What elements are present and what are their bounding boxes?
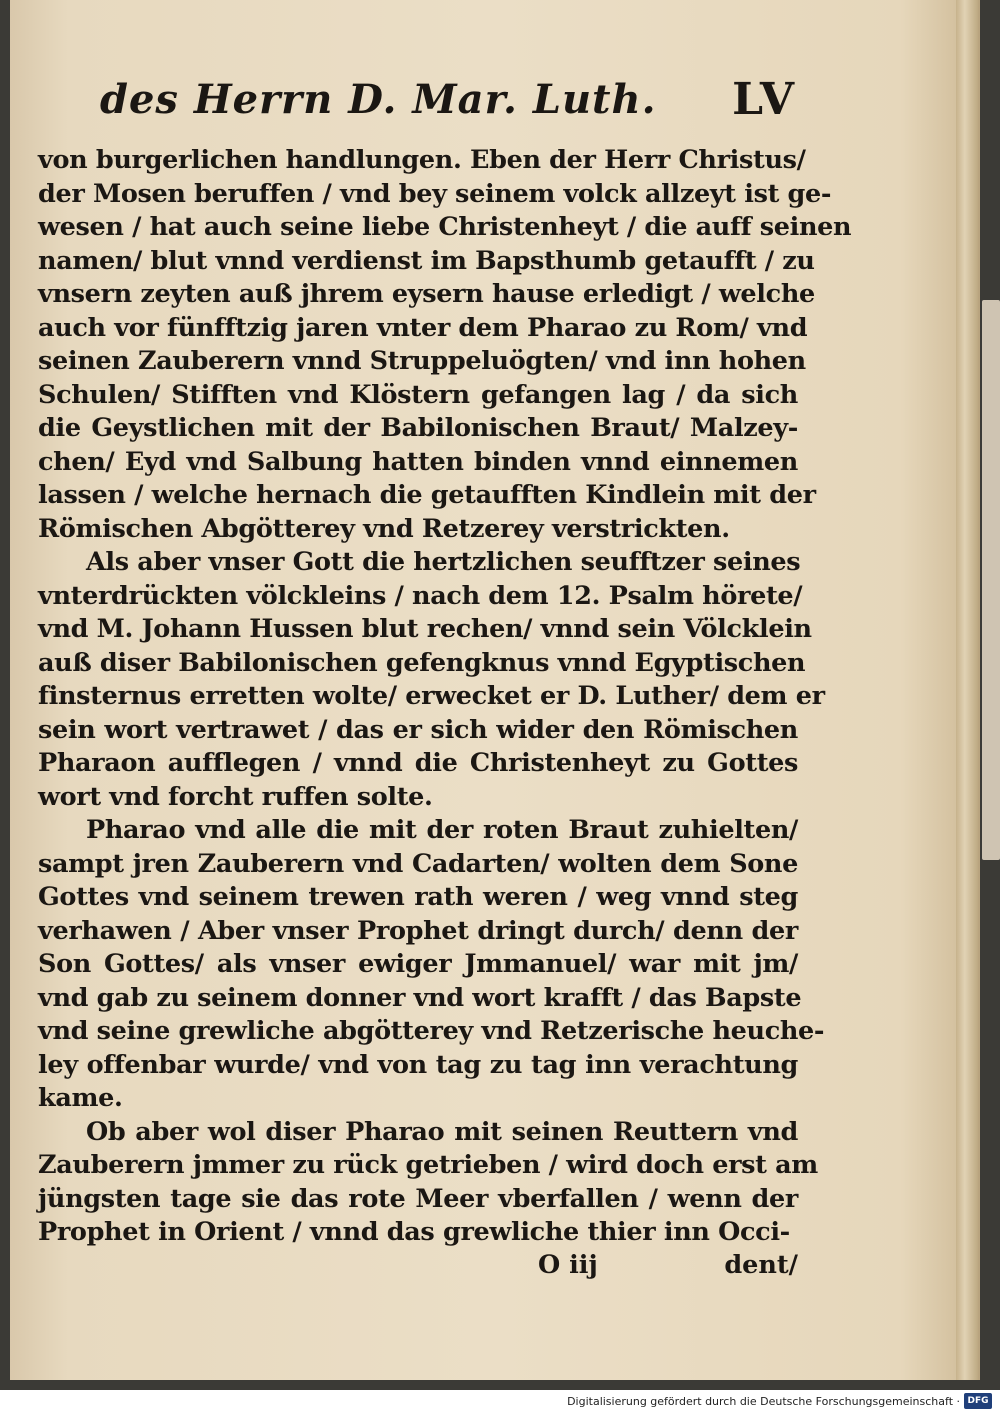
- text-line: Römischen Abgötterey vnd Retzerey verstrickten.: [38, 513, 730, 544]
- text-line: auß diser Babilonischen gefengknus vnnd Egyptischen: [38, 647, 806, 678]
- paragraph: [38, 546, 825, 814]
- text-line: chen/ Eyd vnd Salbung hatten binden vnnd einnemen: [38, 446, 798, 477]
- text-line: Ob aber wol diser Pharao mit seinen Reuttern vnd: [86, 1116, 798, 1147]
- text-line: verhawen / Aber vnser Prophet dringt durch/ denn der: [38, 915, 798, 946]
- text-line: Son Gottes/ als vnser ewiger Jmmanuel/ war mit jm/: [38, 949, 798, 979]
- text-line: vnsern zeyten auß jhrem eysern hause erledigt / welche: [38, 279, 815, 309]
- text-line: seinen Zauberern vnnd Struppeluögten/ vnd inn hohen: [38, 346, 806, 376]
- signature-mark: O iij: [538, 1249, 598, 1280]
- text-line: Prophet in Orient / vnnd das grewliche thier inn Occi-: [38, 1217, 790, 1247]
- text-line: kame.: [38, 1083, 123, 1113]
- text-line: wesen / hat auch seine liebe Christenheyt / die auff seinen: [38, 212, 852, 242]
- text-line: auch vor fünfftzig jaren vnter dem Pharao zu Rom/ vnd: [38, 312, 808, 343]
- text-line: Pharao vnd alle die mit der roten Braut zuhielten/: [86, 815, 798, 845]
- text-line: lassen / welche hernach die getaufften Kindlein mit der: [38, 480, 816, 510]
- text-line: Zauberern jmmer zu rück getrieben / wird doch erst am: [38, 1150, 818, 1180]
- text-line: von burgerlichen handlungen. Eben der Herr Christus/: [38, 145, 806, 175]
- text-line: vnterdrückten völckleins / nach dem 12. Psalm hörete/: [38, 580, 803, 611]
- text-line: Schulen/ Stifften vnd Klöstern gefangen lag / da sich: [38, 379, 798, 410]
- text-line: finsternus erretten wolte/ erwecket er D. Luther/ dem er: [38, 681, 825, 711]
- text-line: Pharaon aufflegen / vnnd die Christenheyt zu Gottes: [38, 748, 798, 778]
- page-text: [38, 72, 852, 1284]
- digitization-footer: [0, 1390, 1000, 1413]
- body-text: [38, 144, 852, 1250]
- paragraph: [38, 1116, 818, 1250]
- text-line: ley offenbar wurde/ vnd von tag zu tag inn verachtung: [38, 1049, 798, 1080]
- paragraph: [38, 144, 852, 546]
- bookmark-strip: [982, 300, 1000, 860]
- folio-number: LV: [732, 74, 796, 125]
- catchword: dent/: [724, 1249, 798, 1280]
- text-line: namen/ blut vnnd verdienst im Bapsthumb getaufft / zu: [38, 245, 815, 276]
- page-edge: [956, 0, 978, 1380]
- text-line: Gottes vnd seinem trewen rath weren / weg vnnd steg: [38, 882, 798, 912]
- funding-credit: Digitalisierung gefördert durch die Deutsche Forschungsgemeinschaft ·: [567, 1395, 960, 1408]
- text-line: der Mosen beruffen / vnd bey seinem volck allzeyt ist ge-: [38, 178, 832, 209]
- text-line: jüngsten tage sie das rote Meer vberfallen / wenn der: [38, 1183, 798, 1214]
- text-line: vnd seine grewliche abgötterey vnd Retzerische heuche-: [38, 1016, 825, 1046]
- running-head: [38, 72, 798, 140]
- text-line: die Geystlichen mit der Babilonischen Braut/ Malzey-: [38, 413, 798, 443]
- running-head-title: des Herrn D. Mar. Luth.: [100, 76, 657, 123]
- signature-line: [38, 1250, 798, 1284]
- paragraph: [38, 814, 825, 1116]
- text-line: sein wort vertrawet / das er sich wider den Römischen: [38, 714, 798, 745]
- text-line: wort vnd forcht ruffen solte.: [38, 781, 433, 812]
- text-line: vnd M. Johann Hussen blut rechen/ vnnd sein Völcklein: [38, 614, 812, 644]
- text-line: vnd gab zu seinem donner vnd wort krafft / das Bapste: [38, 982, 802, 1013]
- text-line: sampt jren Zauberern vnd Cadarten/ wolten dem Sone: [38, 848, 798, 879]
- text-line: Als aber vnser Gott die hertzlichen seufftzer seines: [86, 547, 801, 577]
- dfg-logo: DFG: [964, 1393, 992, 1409]
